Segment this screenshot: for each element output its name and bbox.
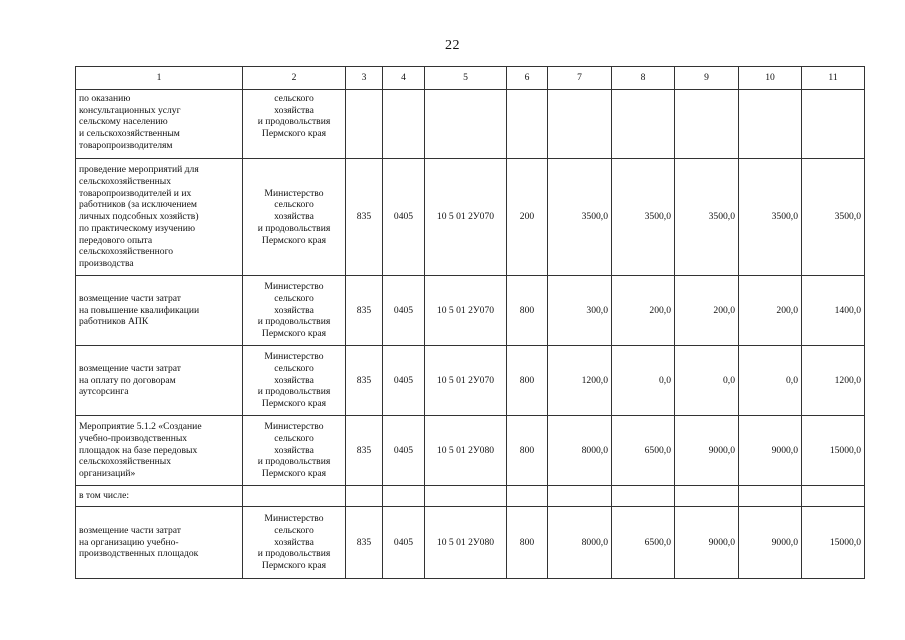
organization-line: Пермского края (261, 328, 327, 340)
description-line: передового опыта (79, 234, 153, 246)
amount-year-1-cell: 300,0 (548, 276, 612, 346)
organization-line: Пермского края (261, 234, 327, 246)
organization-line: и продовольствия (257, 456, 331, 468)
expense-type-cell (507, 486, 548, 507)
description-line: производственных площадок (79, 548, 199, 560)
expense-type-cell: 800 (507, 346, 548, 416)
amount-year-2-cell: 6500,0 (612, 507, 675, 579)
target-article-cell (425, 486, 507, 507)
section-code-cell: 0405 (383, 276, 425, 346)
table-body (76, 90, 865, 579)
description-line: в том числе: (79, 490, 130, 502)
description-line: товаропроизводителям (79, 139, 173, 151)
description-line: и сельскохозяйственным (79, 128, 180, 140)
responsible-organization (243, 159, 346, 276)
description-line: по оказанию (79, 93, 131, 104)
expense-type-cell: 800 (507, 507, 548, 579)
amount-year-3-cell (675, 486, 739, 507)
organization-line: хозяйства (274, 304, 314, 316)
description-line: по практическому изучению (79, 222, 196, 234)
table-row (76, 507, 865, 579)
responsible-organization (243, 346, 346, 416)
organization-line: Министерство (264, 187, 324, 199)
organization-line: сельского (274, 432, 314, 444)
amount-year-3-cell: 0,0 (675, 346, 739, 416)
description-line: сельскохозяйственного (79, 246, 174, 258)
table-row (76, 159, 865, 276)
column-header-8: 8 (612, 67, 675, 90)
amount-year-1-cell (548, 486, 612, 507)
activity-description (76, 346, 243, 416)
description-line: Мероприятие 5.1.2 «Создание (79, 421, 202, 433)
section-code-cell: 0405 (383, 416, 425, 486)
organization-line: Министерство (264, 281, 324, 293)
amount-year-3-cell: 200,0 (675, 276, 739, 346)
description-line: товаропроизводителей и их (79, 187, 192, 199)
organization-line: сельского (274, 362, 314, 374)
amount-year-1-cell: 8000,0 (548, 507, 612, 579)
organization-line: и продовольствия (257, 222, 331, 234)
description-line: сельскохозяйственных (79, 456, 172, 468)
amount-year-2-cell: 6500,0 (612, 416, 675, 486)
description-line: сельскому населению (79, 116, 168, 128)
organization-line: и продовольствия (257, 386, 331, 398)
ministry-code-cell: 835 (346, 346, 383, 416)
target-article-cell: 10 5 01 2У070 (425, 346, 507, 416)
responsible-organization (243, 90, 346, 159)
responsible-organization (243, 276, 346, 346)
target-article-cell (425, 90, 507, 159)
amount-year-3-cell: 9000,0 (675, 507, 739, 579)
budget-table (75, 66, 865, 579)
expense-type-cell: 800 (507, 276, 548, 346)
column-header-2: 2 (243, 67, 346, 90)
table-row (76, 276, 865, 346)
amount-year-4-cell: 0,0 (739, 346, 802, 416)
description-line: проведение мероприятий для (79, 164, 199, 176)
organization-line: сельского (274, 93, 314, 104)
ministry-code-cell: 835 (346, 507, 383, 579)
column-header-7: 7 (548, 67, 612, 90)
amount-year-2-cell (612, 486, 675, 507)
amount-total-cell: 3500,0 (802, 159, 865, 276)
activity-description (76, 159, 243, 276)
description-line: учебно-производственных (79, 432, 188, 444)
amount-year-4-cell (739, 486, 802, 507)
description-line: работников АПК (79, 316, 149, 328)
description-line: возмещение части затрат (79, 524, 181, 536)
responsible-organization (243, 416, 346, 486)
expense-type-cell: 200 (507, 159, 548, 276)
description-line: на организацию учебно- (79, 536, 179, 548)
activity-description (76, 507, 243, 579)
organization-line: Министерство (264, 513, 324, 525)
organization-line: Пермского края (261, 468, 327, 480)
amount-total-cell: 1200,0 (802, 346, 865, 416)
column-header-10: 10 (739, 67, 802, 90)
amount-year-1-cell: 8000,0 (548, 416, 612, 486)
organization-line: сельского (274, 524, 314, 536)
organization-line: Пермского края (261, 398, 327, 410)
description-line: на оплату по договорам (79, 374, 176, 386)
organization-line: Пермского края (261, 560, 327, 572)
section-code-cell: 0405 (383, 159, 425, 276)
description-line: площадок на базе передовых (79, 444, 198, 456)
column-header-1: 1 (76, 67, 243, 90)
page-number: 22 (445, 38, 460, 53)
responsible-organization (243, 507, 346, 579)
amount-year-4-cell (739, 90, 802, 159)
organization-line: хозяйства (274, 444, 314, 456)
amount-year-1-cell: 1200,0 (548, 346, 612, 416)
expense-type-cell (507, 90, 548, 159)
target-article-cell: 10 5 01 2У070 (425, 159, 507, 276)
organization-line: Министерство (264, 351, 324, 363)
organization-line: хозяйства (274, 374, 314, 386)
ministry-code-cell: 835 (346, 276, 383, 346)
amount-year-4-cell: 9000,0 (739, 416, 802, 486)
section-code-cell (383, 486, 425, 507)
description-line: работников (за исключением (79, 199, 197, 211)
description-line: личных подсобных хозяйств) (79, 211, 199, 223)
ministry-code-cell: 835 (346, 416, 383, 486)
amount-total-cell (802, 90, 865, 159)
description-line: аутсорсинга (79, 386, 129, 398)
amount-year-1-cell: 3500,0 (548, 159, 612, 276)
table-row (76, 346, 865, 416)
amount-total-cell: 15000,0 (802, 507, 865, 579)
organization-line: Министерство (264, 421, 324, 433)
activity-description (76, 486, 243, 507)
table-row (76, 416, 865, 486)
ministry-code-cell (346, 486, 383, 507)
amount-total-cell (802, 486, 865, 507)
description-line: консультационных услуг (79, 104, 181, 116)
activity-description (76, 276, 243, 346)
target-article-cell: 10 5 01 2У080 (425, 507, 507, 579)
amount-total-cell: 15000,0 (802, 416, 865, 486)
organization-line: и продовольствия (257, 116, 331, 128)
amount-year-4-cell: 200,0 (739, 276, 802, 346)
column-header-11: 11 (802, 67, 865, 90)
amount-year-3-cell: 3500,0 (675, 159, 739, 276)
amount-year-2-cell: 200,0 (612, 276, 675, 346)
activity-description (76, 416, 243, 486)
organization-line: Пермского края (261, 128, 327, 140)
description-line: на повышение квалификации (79, 304, 200, 316)
amount-year-2-cell (612, 90, 675, 159)
column-header-4: 4 (383, 67, 425, 90)
section-code-cell (383, 90, 425, 159)
organization-line: хозяйства (274, 211, 314, 223)
amount-year-1-cell (548, 90, 612, 159)
organization-line: сельского (274, 199, 314, 211)
target-article-cell: 10 5 01 2У070 (425, 276, 507, 346)
description-line: возмещение части затрат (79, 292, 181, 304)
organization-line: сельского (274, 292, 314, 304)
responsible-organization (243, 486, 346, 507)
organization-line: хозяйства (274, 104, 314, 116)
column-header-5: 5 (425, 67, 507, 90)
amount-total-cell: 1400,0 (802, 276, 865, 346)
target-article-cell: 10 5 01 2У080 (425, 416, 507, 486)
amount-year-3-cell (675, 90, 739, 159)
expense-type-cell: 800 (507, 416, 548, 486)
description-line: организаций» (79, 468, 136, 480)
section-code-cell: 0405 (383, 346, 425, 416)
amount-year-3-cell: 9000,0 (675, 416, 739, 486)
table-row (76, 90, 865, 159)
description-line: возмещение части затрат (79, 362, 181, 374)
column-header-3: 3 (346, 67, 383, 90)
description-line: сельскохозяйственных (79, 176, 172, 188)
organization-line: хозяйства (274, 536, 314, 548)
amount-year-4-cell: 3500,0 (739, 159, 802, 276)
activity-description (76, 90, 243, 159)
table-row (76, 486, 865, 507)
amount-year-2-cell: 0,0 (612, 346, 675, 416)
amount-year-2-cell: 3500,0 (612, 159, 675, 276)
column-header-9: 9 (675, 67, 739, 90)
section-code-cell: 0405 (383, 507, 425, 579)
amount-year-4-cell: 9000,0 (739, 507, 802, 579)
column-header-6: 6 (507, 67, 548, 90)
organization-line: и продовольствия (257, 548, 331, 560)
description-line: производства (79, 257, 134, 269)
ministry-code-cell: 835 (346, 159, 383, 276)
ministry-code-cell (346, 90, 383, 159)
header-row (76, 67, 865, 90)
organization-line: и продовольствия (257, 316, 331, 328)
